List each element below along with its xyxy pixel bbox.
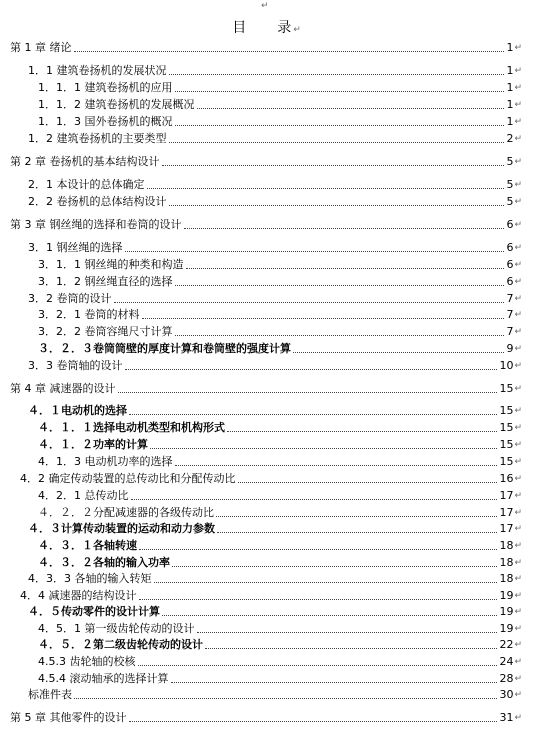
toc-entry[interactable]: 3．2．1 卷筒的材料 7 ↵ bbox=[38, 308, 522, 321]
toc-entry[interactable]: 4．4 减速器的结构设计 19 ↵ bbox=[20, 589, 522, 602]
toc-entry-chapter-5[interactable]: 第 5 章 其他零件的设计 31 ↵ bbox=[10, 711, 522, 724]
toc-entry-chapter-4[interactable]: 第 4 章 减速器的设计 15 ↵ bbox=[10, 382, 522, 395]
toc-entry[interactable]: 4．3．3 各轴的输入转矩 18 ↵ bbox=[28, 572, 522, 585]
paragraph-mark-icon: ↵ bbox=[261, 1, 269, 11]
toc-entry[interactable]: 3．2．2 卷筒容绳尺寸计算 7 ↵ bbox=[38, 325, 522, 338]
toc-entry[interactable]: 标准件表 30 ↵ bbox=[28, 688, 522, 701]
toc-entry[interactable]: 3．2 卷筒的设计 7 ↵ bbox=[28, 292, 522, 305]
paragraph-mark-icon: ↵ bbox=[293, 25, 302, 35]
toc-entry[interactable]: 1．1．1 建筑卷扬机的应用 1 ↵ bbox=[38, 81, 522, 94]
toc-entry[interactable]: 3．3 卷筒轴的设计 10 ↵ bbox=[28, 359, 522, 372]
toc-entry-chapter-2[interactable]: 第 2 章 卷扬机的基本结构设计 5 ↵ bbox=[10, 155, 522, 168]
toc-entry[interactable]: 3．1．1 钢丝绳的种类和构造 6 ↵ bbox=[38, 258, 522, 271]
toc-entry[interactable]: ４．２．２分配减速器的各级传动比 17 ↵ bbox=[38, 506, 522, 519]
toc-entry-chapter-3[interactable]: 第 3 章 钢丝绳的选择和卷筒的设计 6 ↵ bbox=[10, 218, 522, 231]
toc-entry[interactable]: 4．2．1 总传动比 17 ↵ bbox=[38, 489, 522, 502]
toc-entry-chapter-1[interactable]: 第 1 章 绪论 1 ↵ bbox=[10, 41, 522, 54]
toc-entry[interactable]: 3．1 钢丝绳的选择 6 ↵ bbox=[28, 241, 522, 254]
toc-entry[interactable]: 2．1 本设计的总体确定 5 ↵ bbox=[28, 178, 522, 191]
toc-entry[interactable]: 2．2 卷扬机的总体结构设计 5 ↵ bbox=[28, 195, 522, 208]
title-char-2: 录 bbox=[277, 20, 293, 36]
toc-entry[interactable]: ４．１．２功率的计算 15 ↵ bbox=[38, 438, 522, 451]
toc-entry[interactable]: ４．５．２第二级齿轮传动的设计 22 ↵ bbox=[38, 638, 522, 651]
toc-entry[interactable]: 4．1．3 电动机功率的选择 15 ↵ bbox=[38, 455, 522, 468]
title-char-1: 目 bbox=[232, 20, 248, 36]
toc-entry[interactable]: 4.5.4 滚动轴承的选择计算 28 ↵ bbox=[38, 672, 522, 685]
toc-entry[interactable]: 1．1 建筑卷扬机的发展状况 1 ↵ bbox=[28, 64, 522, 77]
toc-title bbox=[0, 17, 534, 37]
toc-entry[interactable]: ４．３计算传动装置的运动和动力参数 17 ↵ bbox=[28, 522, 522, 535]
toc-entry[interactable]: 1．2 建筑卷扬机的主要类型 2 ↵ bbox=[28, 132, 522, 145]
toc-entry[interactable]: ４．３．２各轴的输入功率 18 ↵ bbox=[38, 556, 522, 569]
toc-entry[interactable]: 4．5．1 第一级齿轮传动的设计 19 ↵ bbox=[38, 622, 522, 635]
toc-entry[interactable]: ４．５传动零件的设计计算 19 ↵ bbox=[28, 605, 522, 618]
toc-entry[interactable]: ４．１电动机的选择 15 ↵ bbox=[28, 404, 522, 417]
toc-entry[interactable]: 3．1．2 钢丝绳直径的选择 6 ↵ bbox=[38, 275, 522, 288]
toc-entry[interactable]: 1．1．3 国外卷扬机的概况 1 ↵ bbox=[38, 115, 522, 128]
toc-entry[interactable]: ４．３．１各轴转速 18 ↵ bbox=[38, 539, 522, 552]
toc-entry[interactable]: 4．2 确定传动装置的总传动比和分配传动比 16 ↵ bbox=[20, 472, 522, 485]
toc-entry[interactable]: ３．２．３卷筒筒壁的厚度计算和卷筒壁的强度计算 9 ↵ bbox=[38, 342, 522, 355]
toc-entry[interactable]: 4.5.3 齿轮轴的校核 24 ↵ bbox=[38, 655, 522, 668]
toc-entry[interactable]: 1．1．2 建筑卷扬机的发展概况 1 ↵ bbox=[38, 98, 522, 111]
toc-entry[interactable]: ４．１．１选择电动机类型和机构形式 15 ↵ bbox=[38, 421, 522, 434]
